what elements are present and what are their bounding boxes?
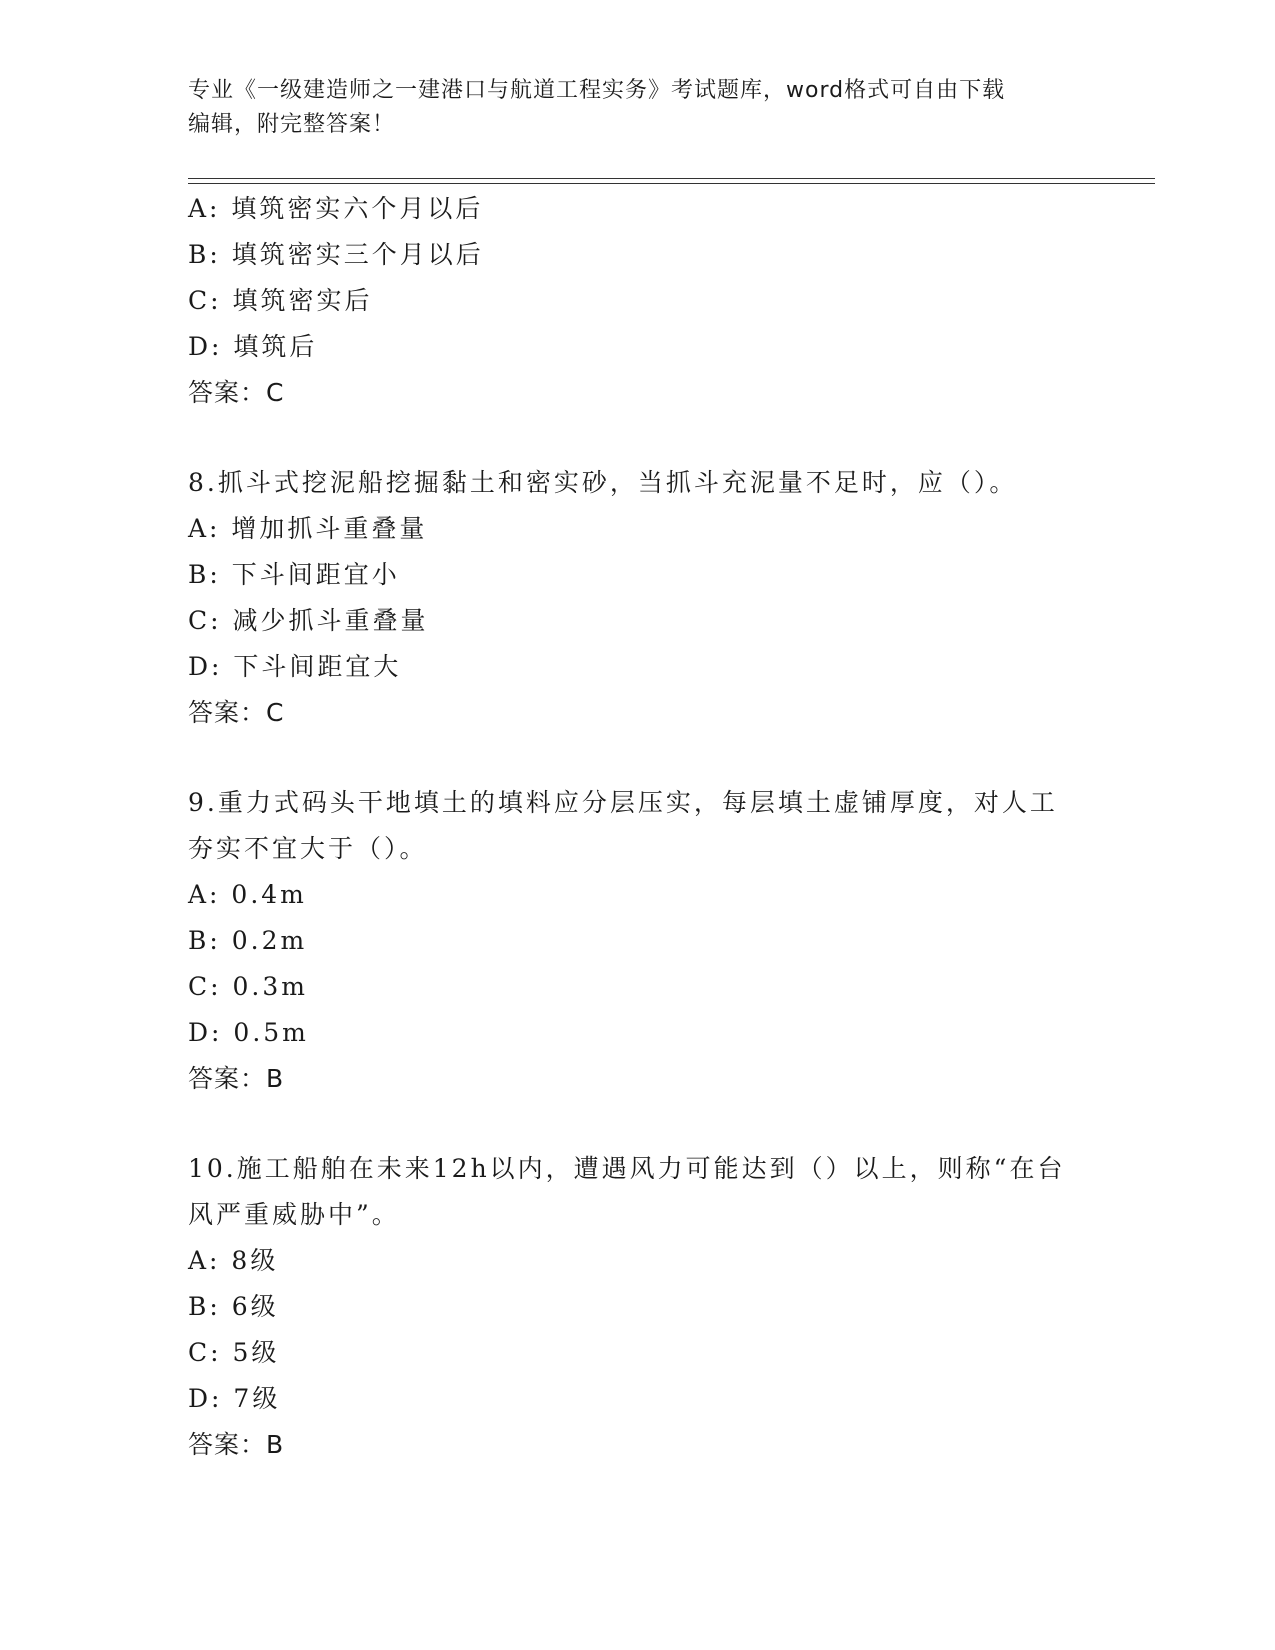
document-header [188, 74, 1088, 142]
answer-line: 答案：C [188, 698, 285, 727]
option-c: C: 0.3m [188, 972, 308, 1001]
question-list [188, 186, 1088, 1468]
option-d: D: 下斗间距宜大 [188, 652, 402, 681]
option-d: D: 7级 [188, 1384, 281, 1413]
question-8 [188, 460, 1088, 736]
answer-line: 答案：B [188, 1064, 285, 1093]
option-b: B: 填筑密实三个月以后 [188, 240, 484, 269]
header-line-1: 专业《一级建造师之一建港口与航道工程实务》考试题库，word格式可自由下载 [188, 78, 1006, 103]
question-stem: 9.重力式码头干地填土的填料应分层压实，每层填土虚铺厚度，对人工夯实不宜大于（）。 [188, 788, 1058, 863]
answer-line: 答案：B [188, 1430, 285, 1459]
option-a: A: 8级 [188, 1246, 279, 1275]
option-a: A: 0.4m [188, 880, 307, 909]
answer-line: 答案：C [188, 378, 285, 407]
option-a: A: 增加抓斗重叠量 [188, 514, 428, 543]
question-stem: 8.抓斗式挖泥船挖掘黏土和密实砂，当抓斗充泥量不足时，应（）。 [188, 468, 1018, 497]
question-9 [188, 780, 1088, 1102]
header-divider-top [188, 178, 1155, 179]
option-b: B: 0.2m [188, 926, 308, 955]
option-c: C: 填筑密实后 [188, 286, 373, 315]
option-b: B: 下斗间距宜小 [188, 560, 400, 589]
option-a: A: 填筑密实六个月以后 [188, 194, 484, 223]
question-10 [188, 1146, 1088, 1468]
option-d: D: 填筑后 [188, 332, 318, 361]
option-b: B: 6级 [188, 1292, 279, 1321]
header-divider-bottom [188, 183, 1155, 184]
question-7-continued [188, 186, 1088, 416]
option-d: D: 0.5m [188, 1018, 309, 1047]
option-c: C: 减少抓斗重叠量 [188, 606, 429, 635]
option-c: C: 5级 [188, 1338, 280, 1367]
header-line-2: 编辑，附完整答案！ [188, 112, 396, 137]
question-stem: 10.施工船舶在未来12h以内，遭遇风力可能达到（）以上，则称“在台风严重威胁中”。 [188, 1154, 1066, 1229]
